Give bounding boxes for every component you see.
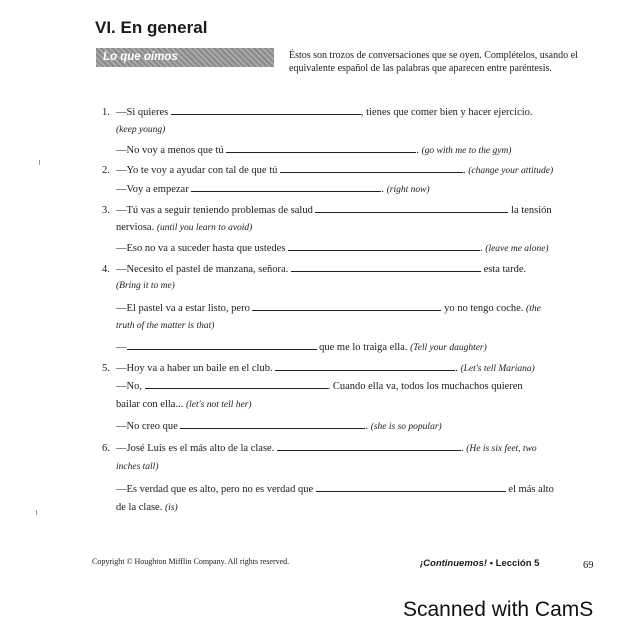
answer-blank[interactable] bbox=[315, 202, 508, 213]
answer-blank[interactable] bbox=[226, 142, 416, 153]
item-1-line-2: —No voy a menos que tú . (go with me to the gym) bbox=[116, 142, 511, 158]
item-6-line-1: 6. —José Luis es el más alto de la clase. . (He is six feet, two bbox=[102, 440, 537, 456]
item-4-line-2: —El pastel va a estar listo, pero yo no tengo coche. (the bbox=[116, 300, 541, 316]
item-6-line-3: de la clase. (is) bbox=[116, 502, 178, 513]
answer-blank[interactable] bbox=[288, 240, 480, 251]
item-4-line-3: — que me lo traiga ella. (Tell your daughter) bbox=[116, 339, 487, 355]
item-3-line-2: nerviosa. (until you learn to avoid) bbox=[116, 222, 253, 233]
answer-blank[interactable] bbox=[127, 339, 317, 350]
item-3-line-3: —Eso no va a suceder hasta que ustedes . (leave me alone) bbox=[116, 240, 549, 256]
item-4-hint-2: truth of the matter is that) bbox=[116, 321, 215, 331]
book-title: ¡Continuemos! bbox=[420, 558, 488, 569]
answer-blank[interactable] bbox=[180, 418, 365, 429]
answer-blank[interactable] bbox=[145, 378, 328, 389]
item-3-line-1: 3. —Tú vas a seguir teniendo problemas de salud la tensión bbox=[102, 202, 552, 218]
bullet-separator: • bbox=[487, 558, 496, 569]
answer-blank[interactable] bbox=[316, 481, 506, 492]
answer-blank[interactable] bbox=[277, 440, 461, 451]
answer-blank[interactable] bbox=[252, 300, 441, 311]
scanner-watermark: Scanned with CamS bbox=[403, 598, 594, 621]
scan-speck bbox=[39, 160, 40, 165]
item-5-line-4: —No creo que . (she is so popular) bbox=[116, 418, 442, 434]
answer-blank[interactable] bbox=[191, 181, 381, 192]
book-lesson bbox=[420, 558, 539, 569]
lesson-label: Lección 5 bbox=[495, 558, 540, 569]
copyright-notice: Copyright © Houghton Mifflin Company. All rights reserved. bbox=[92, 557, 290, 566]
answer-blank[interactable] bbox=[171, 104, 361, 115]
section-title: VI. En general bbox=[95, 18, 208, 37]
instructions: Éstos son trozos de conversaciones que se oyen. Complételos, usando el equivalente español de las palabras que aparecen entre paréntesis. bbox=[289, 50, 578, 74]
answer-blank[interactable] bbox=[275, 360, 455, 371]
item-1-hint: (keep young) bbox=[116, 125, 166, 135]
item-5-line-3: bailar con ella... (let's not tell her) bbox=[116, 399, 252, 410]
item-4-line-1: 4. —Necesito el pastel de manzana, señora. esta tarde. bbox=[102, 261, 526, 277]
item-5-line-1: 5. —Hoy va a haber un baile en el club. . (Let's tell Mariana) bbox=[102, 360, 535, 376]
section-banner: Lo que oímos bbox=[96, 48, 274, 67]
scan-speck bbox=[36, 510, 37, 515]
item-2-line-2: —Voy a empezar . (right now) bbox=[116, 181, 430, 197]
item-6-hint: inches tall) bbox=[116, 462, 159, 472]
page-number: 69 bbox=[583, 560, 594, 571]
item-1-line-1: 1. —Si quieres , tienes que comer bien y hacer ejercicio. bbox=[102, 104, 533, 120]
item-4-hint-1: (Bring it to me) bbox=[116, 281, 175, 291]
item-2-line-1: 2. —Yo te voy a ayudar con tal de que tú . (change your attitude) bbox=[102, 162, 553, 178]
answer-blank[interactable] bbox=[291, 261, 481, 272]
answer-blank[interactable] bbox=[280, 162, 463, 173]
item-5-line-2: —No, . Cuando ella va, todos los muchachos quieren bbox=[116, 378, 523, 394]
item-6-line-2: —Es verdad que es alto, pero no es verdad que el más alto bbox=[116, 481, 554, 497]
